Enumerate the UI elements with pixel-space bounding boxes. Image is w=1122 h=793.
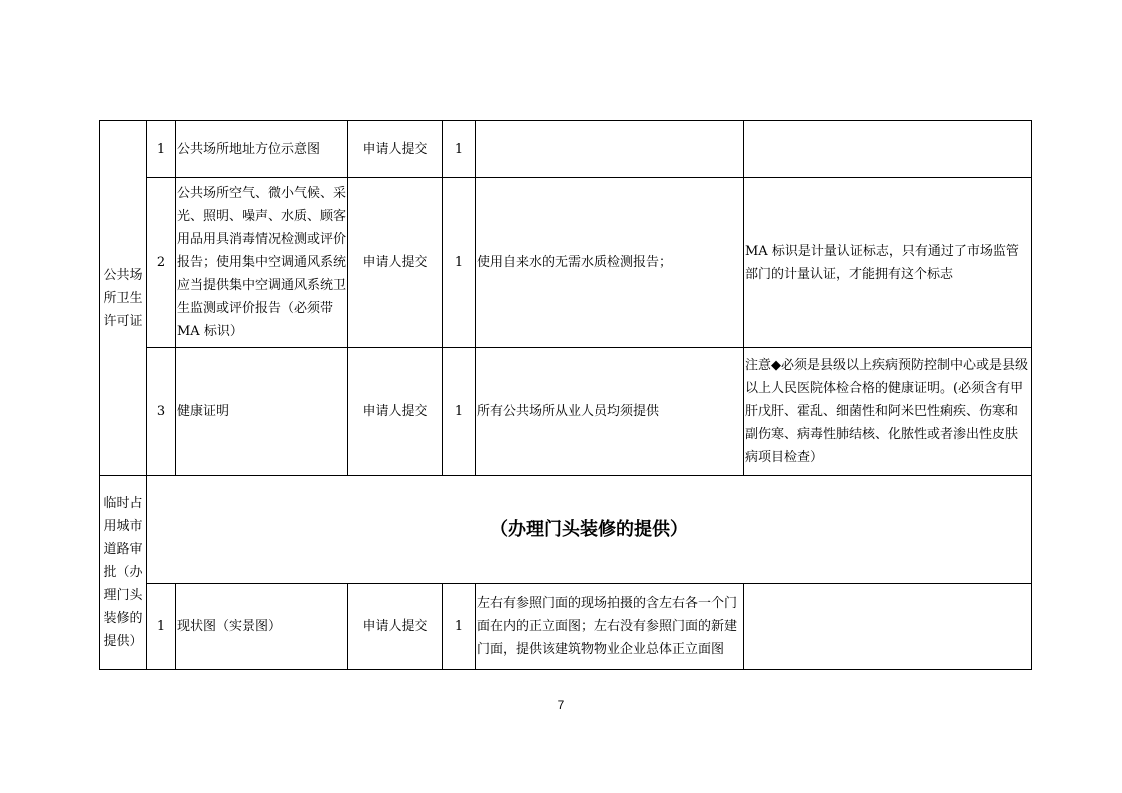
requirement-text [476,121,744,178]
table-row [100,178,1032,348]
category-cell: 临时占用城市道路审批（办理门头装修的提供） [100,476,147,670]
notes-text [744,584,1032,670]
table-row [100,348,1032,476]
page-number: 7 [557,698,565,712]
material-source: 申请人提交 [348,584,443,670]
copies-count: 1 [443,178,476,348]
material-name: 公共场所空气、微小气候、采光、照明、噪声、水质、顾客用品用具消毒情况检测或评价报告；使用集中空调通风系统应当提供集中空调通风系统卫生监测或评价报告（必须带 MA 标识） [176,178,348,348]
table-row [100,476,1032,584]
material-name: 现状图（实景图） [176,584,348,670]
requirement-text: 使用自来水的无需水质检测报告； [476,178,744,348]
notes-text: MA 标识是计量认证标志，只有通过了市场监管部门的计量认证，才能拥有这个标志 [744,178,1032,348]
requirement-text: 左右有参照门面的现场拍摄的含左右各一个门面在内的正立面图；左右没有参照门面的新建门面，提供该建筑物物业企业总体正立面图 [476,584,744,670]
table-row [100,121,1032,178]
section-title: （办理门头装修的提供） [147,476,1032,584]
row-number: 3 [147,348,176,476]
copies-count: 1 [443,584,476,670]
copies-count: 1 [443,121,476,178]
copies-count: 1 [443,348,476,476]
category-cell: 公共场所卫生许可证 [100,121,147,476]
table-row [100,584,1032,670]
row-number: 2 [147,178,176,348]
requirement-text: 所有公共场所从业人员均须提供 [476,348,744,476]
requirements-table [99,120,1032,670]
notes-text: 注意◆必须是县级以上疾病预防控制中心或是县级以上人民医院体检合格的健康证明。(必须含有甲肝戊肝、霍乱、细菌性和阿米巴性痢疾、伤寒和副伤寒、病毒性肺结核、化脓性或者渗出性皮肤病项目检查） [744,348,1032,476]
material-name: 公共场所地址方位示意图 [176,121,348,178]
row-number: 1 [147,121,176,178]
material-source: 申请人提交 [348,178,443,348]
material-name: 健康证明 [176,348,348,476]
material-source: 申请人提交 [348,121,443,178]
material-source: 申请人提交 [348,348,443,476]
notes-text [744,121,1032,178]
row-number: 1 [147,584,176,670]
